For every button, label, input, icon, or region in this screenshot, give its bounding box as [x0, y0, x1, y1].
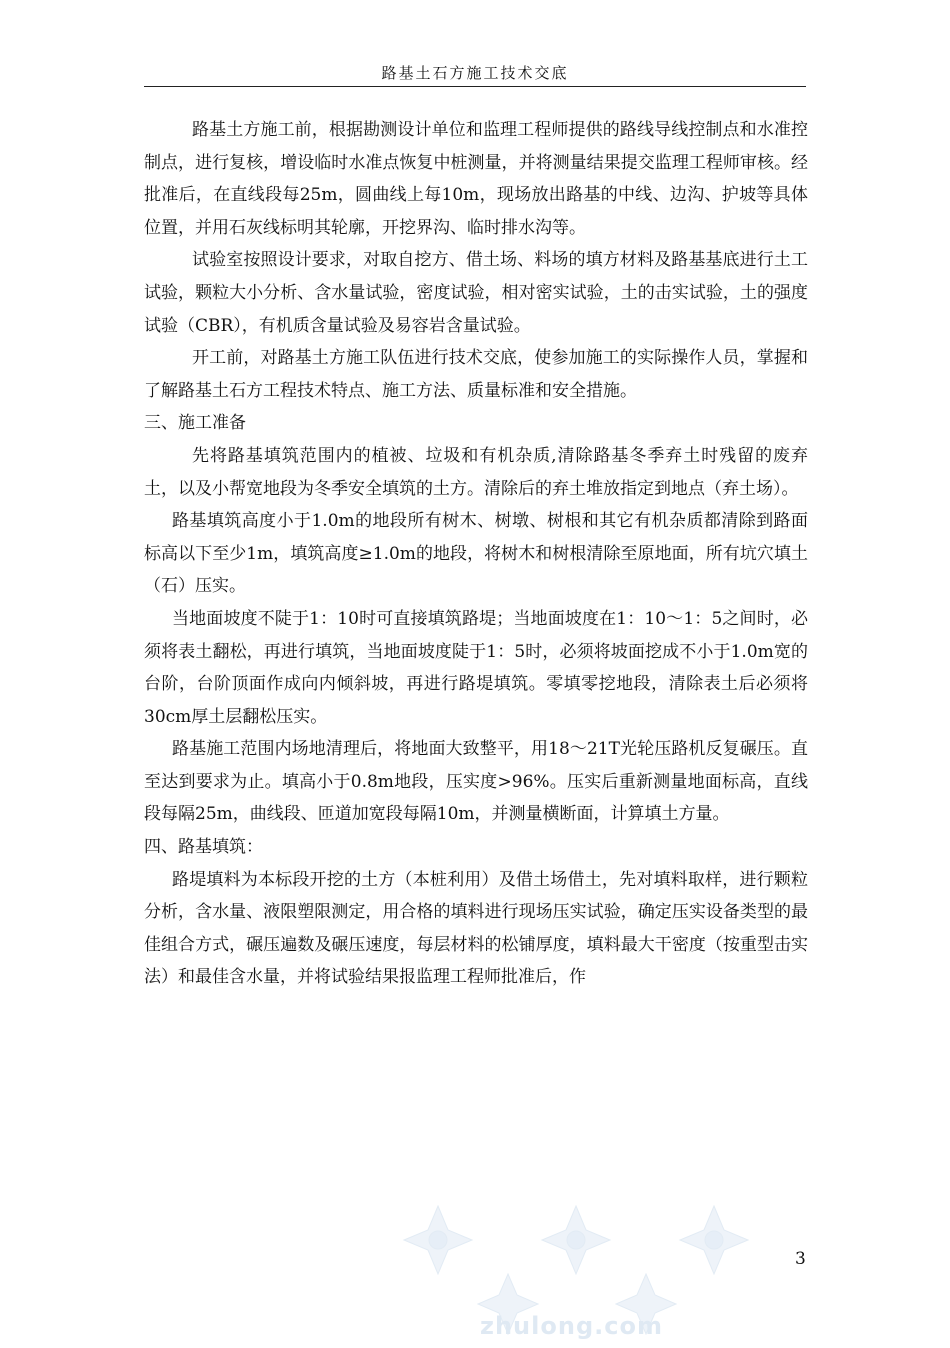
- paragraph-lab-tests: 试验室按照设计要求，对取自挖方、借土场、料场的填方材料及路基基底进行土工试验，颗粒大小分析、含水量试验，密度试验，相对密实试验，土的击实试验，土的强度试验（CBR），有机质含量试验及易容岩含量试验。: [144, 250, 808, 336]
- header-rule: [144, 86, 806, 87]
- paragraph-clearing: 先将路基填筑范围内的植被、垃圾和有机杂质,清除路基冬季弃土时残留的废弃土，以及小帮宽地段为冬季安全填筑的土方。清除后的弃土堆放指定到地点（弃土场）。: [144, 445, 808, 499]
- watermark-text: zhulong.com: [480, 1312, 663, 1340]
- document-body: [144, 114, 808, 994]
- running-header: 路基土石方施工技术交底: [381, 64, 569, 82]
- section-heading-filling: 四、路基填筑：: [144, 837, 263, 858]
- paragraph-tree-removal: 路基填筑高度小于1.0m的地段所有树木、树墩、树根和其它有机杂质都清除到路面标高以下至少1m，填筑高度≥1.0m的地段，将树木和树根清除至原地面，所有坑穴填土（石）压实。: [144, 511, 808, 597]
- page-number: 3: [795, 1249, 806, 1269]
- paragraph-slope-steps: 当地面坡度不陡于1：10时可直接填筑路堤；当地面坡度在1：10～1：5之间时，必须将表土翻松，再进行填筑，当地面坡度陡于1：5时，必须将坡面挖成不小于1.0m宽的台阶，台阶顶面作成向内倾斜坡，再进行路堤填筑。零填零挖地段，清除表土后必须将30cm厚土层翻松压实。: [144, 608, 808, 727]
- paragraph-fill-material: 路堤填料为本标段开挖的土方（本桩利用）及借土场借土，先对填料取样，进行颗粒分析，含水量、液限塑限测定，用合格的填料进行现场压实试验，确定压实设备类型的最佳组合方式，碾压遍数及碾压速度，每层材料的松铺厚度，填料最大干密度（按重型击实法）和最佳含水量，并将试验结果报监理工程师批准后，作: [144, 869, 808, 988]
- paragraph-survey: 路基土方施工前，根据勘测设计单位和监理工程师提供的路线导线控制点和水准控制点，进行复核，增设临时水准点恢复中桩测量，并将测量结果提交监理工程师审核。经批准后，在直线段每25m，圆曲线上每10m，现场放出路基的中线、边沟、护坡等具体位置，并用石灰线标明其轮廓，开挖界沟、临时排水沟等。: [144, 120, 808, 238]
- section-heading-preparation: 三、施工准备: [144, 413, 246, 434]
- paragraph-compaction: 路基施工范围内场地清理后，将地面大致整平，用18～21T光轮压路机反复碾压。直至达到要求为止。填高小于0.8m地段，压实度>96%。压实后重新测量地面标高，直线段每隔25m，曲线段、匝道加宽段每隔10m，并测量横断面，计算填土方量。: [144, 739, 808, 825]
- paragraph-briefing: 开工前，对路基土方施工队伍进行技术交底，使参加施工的实际操作人员，掌握和了解路基土石方工程技术特点、施工方法、质量标准和安全措施。: [144, 348, 808, 401]
- watermark-logo: [380, 1200, 800, 1344]
